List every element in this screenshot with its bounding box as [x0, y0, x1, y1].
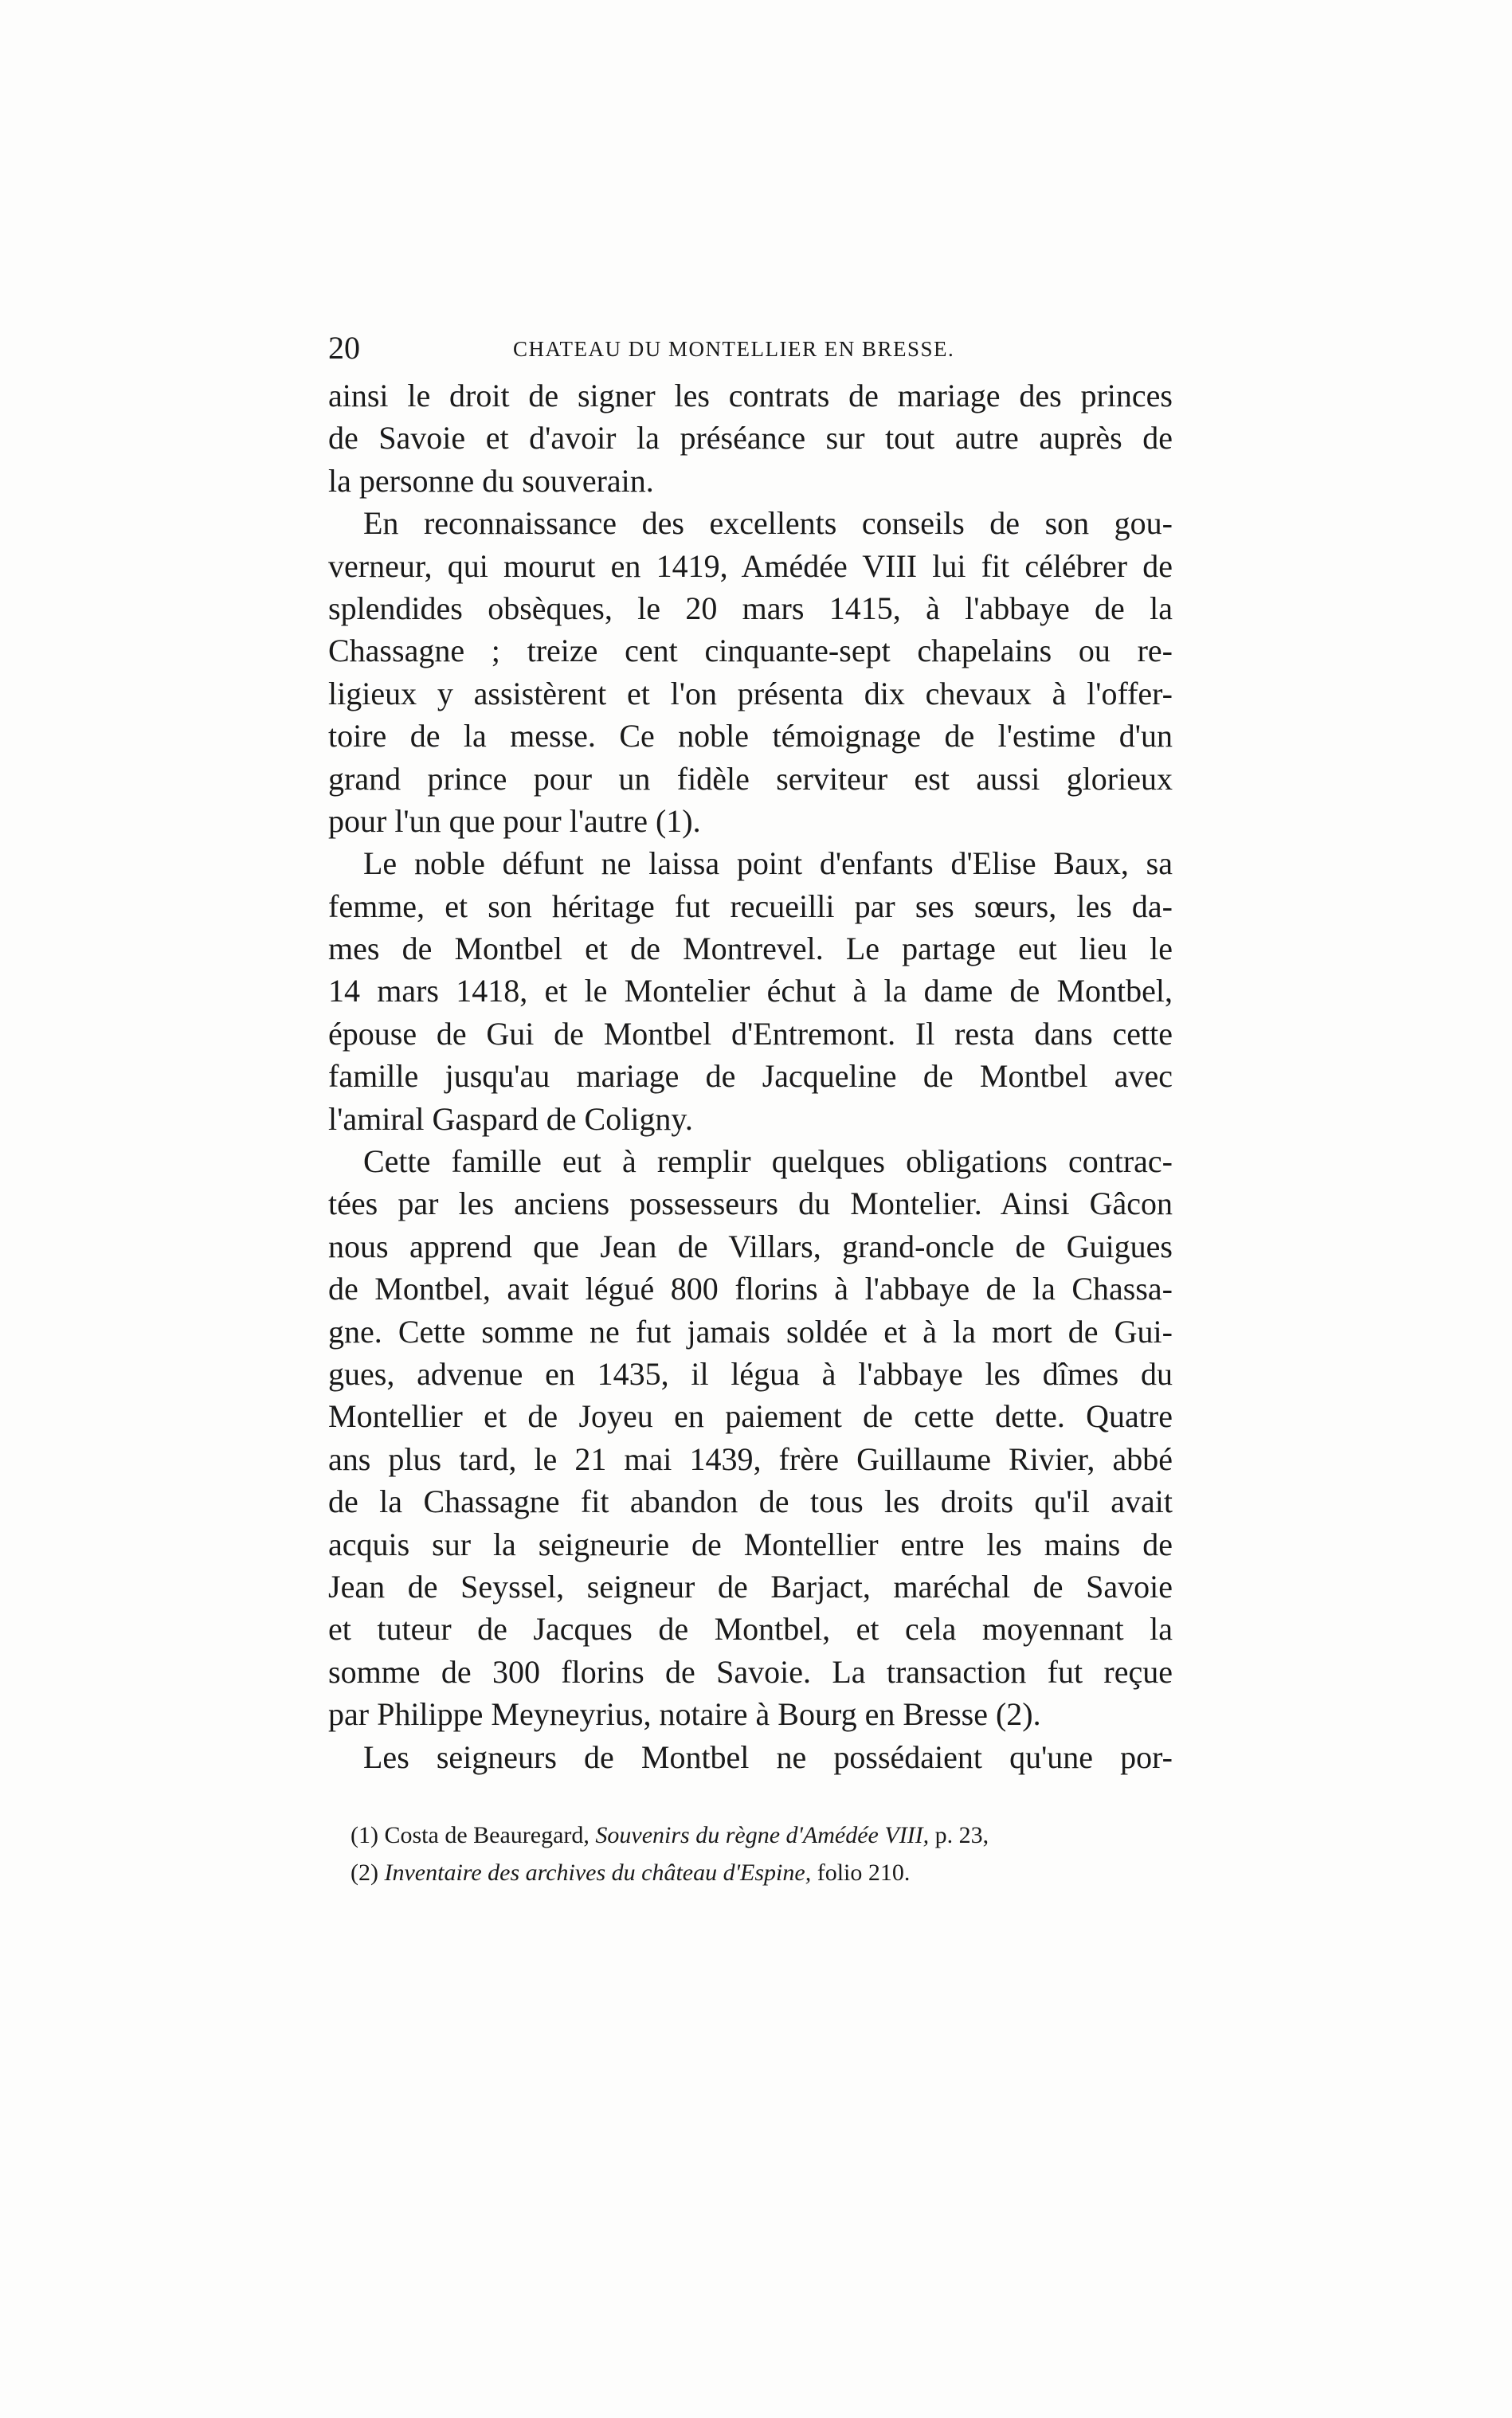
text-line: par Philippe Meyneyrius, notaire à Bourg en Bresse (2).	[328, 1696, 1041, 1733]
text-line: pour l'un que pour l'autre (1).	[328, 802, 701, 839]
text-line: gues, advenue en 1435, il légua à l'abbaye les dîmes du	[328, 1355, 1173, 1392]
text-line: verneur, qui mourut en 1419, Amédée VIII lui fit célébrer de	[328, 547, 1173, 584]
text-line: et tuteur de Jacques de Montbel, et cela moyennant la	[328, 1611, 1173, 1648]
text-line: gne. Cette somme ne fut jamais soldée et à la mort de Gui-	[328, 1313, 1173, 1350]
footnote-1	[351, 1816, 1179, 1854]
text-line: Les seigneurs de Montbel ne possédaient qu'une por-	[363, 1738, 1173, 1775]
text-line: la personne du souverain.	[328, 462, 654, 499]
text-line: de la Chassagne fit abandon de tous les droits qu'il avait	[328, 1483, 1173, 1520]
text-line: Chassagne ; treize cent cinquante-sept chapelains ou re-	[328, 633, 1173, 669]
text-line: de Savoie et d'avoir la préséance sur tout autre auprès de	[328, 420, 1173, 457]
footnote-title: Inventaire des archives du château d'Espine,	[384, 1860, 812, 1886]
footnote-ref: p. 23,	[934, 1822, 989, 1848]
text-line: de Montbel, avait légué 800 florins à l'abbaye de la Chassa-	[328, 1271, 1173, 1307]
text-line: ans plus tard, le 21 mai 1439, frère Guillaume Rivier, abbé	[328, 1440, 1173, 1477]
text-line: Montellier et de Joyeu en paiement de cette dette. Quatre	[328, 1398, 1173, 1435]
text-line: somme de 300 florins de Savoie. La transaction fut reçue	[328, 1653, 1173, 1690]
text-line: toire de la messe. Ce noble témoignage de l'estime d'un	[328, 718, 1173, 754]
text-line: Jean de Seyssel, seigneur de Barjact, maréchal de Savoie	[328, 1568, 1173, 1605]
running-title: CHATEAU DU MONTELLIER EN BRESSE.	[513, 337, 955, 361]
text-line: tées par les anciens possesseurs du Montelier. Ainsi Gâcon	[328, 1185, 1173, 1222]
footnote-author: Costa de Beauregard,	[384, 1822, 590, 1848]
running-head	[328, 328, 1005, 368]
text-line: famille jusqu'au mariage de Jacqueline de Montbel avec	[328, 1058, 1173, 1095]
footnote-2	[351, 1854, 1179, 1891]
footnotes	[351, 1816, 1179, 1891]
footnote-marker: (2)	[351, 1860, 378, 1886]
text-line: grand prince pour un fidèle serviteur est aussi glorieux	[328, 760, 1173, 797]
text-line: nous apprend que Jean de Villars, grand-oncle de Guigues	[328, 1228, 1173, 1264]
text-line: 14 mars 1418, et le Montelier échut à la dame de Montbel,	[328, 973, 1173, 1009]
page-number: 20	[328, 330, 360, 366]
text-line: ainsi le droit de signer les contrats de mariage des princes	[328, 378, 1173, 413]
text-line: Le noble défunt ne laissa point d'enfants d'Elise Baux, sa	[363, 845, 1173, 882]
footnote-ref: folio 210.	[817, 1860, 911, 1886]
text-line: l'amiral Gaspard de Coligny.	[328, 1100, 693, 1137]
text-line: ligieux y assistèrent et l'on présenta dix chevaux à l'offer-	[328, 675, 1173, 711]
footnote-title: Souvenirs du règne d'Amédée VIII,	[595, 1822, 930, 1848]
text-line: Cette famille eut à remplir quelques obligations contrac-	[363, 1143, 1173, 1180]
body-text	[328, 374, 1173, 1778]
text-line: acquis sur la seigneurie de Montellier entre les mains de	[328, 1526, 1173, 1562]
text-line: femme, et son héritage fut recueilli par ses sœurs, les da-	[328, 888, 1173, 924]
text-line: épouse de Gui de Montbel d'Entremont. Il resta dans cette	[328, 1015, 1173, 1052]
text-line: mes de Montbel et de Montrevel. Le partage eut lieu le	[328, 931, 1173, 967]
footnote-marker: (1)	[351, 1822, 378, 1848]
text-line: splendides obsèques, le 20 mars 1415, à l'abbaye de la	[328, 590, 1173, 626]
text-line: En reconnaissance des excellents conseils de son gou-	[363, 505, 1173, 542]
